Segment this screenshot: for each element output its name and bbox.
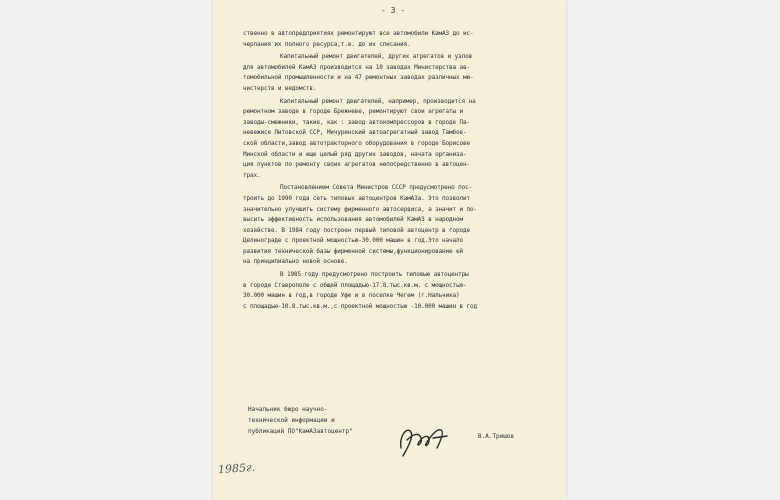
paragraph-1 [243,29,561,50]
handwritten-signature [393,418,451,460]
text-line: хозяйстве. В 1984 году построен первый типовой автоцентр в городе [243,226,471,234]
signature-block [248,404,353,437]
text-line: в городе Ставрополе с общей площадью-17.8.тыс.кв.м. с мощностью- [243,281,467,289]
text-line: ремонтном заводе в городе Брежневе, ремонтируют свои агрегаты и [243,108,464,116]
text-line: невежисе Литовской ССР, Мичуринский автоагрегатный завод Тамбов- [243,129,467,137]
text-line: черпания их полного ресурса,т.е. до их списания. [243,40,411,48]
signer-title-line: Начальник бюро научно- [248,406,328,413]
text-line: Минской области и еще целый ряд других заводов, начата организа- [243,150,467,158]
text-line: ция пунктов по ремонту своих агрегатов непосредственно в автоцен- [243,161,471,169]
handwritten-year-note: 1985г. [217,460,256,477]
text-line: высить эффективность использования автомобилей КамАЗ в народном [243,216,464,224]
text-line: ской области,завод автотракторного оборудования в городе Борисове [243,139,471,147]
text-line: В 1985 году предусмотрено построить типовые автоцентры [280,271,469,279]
document-page [213,0,566,500]
text-line: нистерств и ведомств. [243,84,317,92]
text-line: трах. [243,171,261,179]
text-line: томобильной промышленности и на 47 ремонтных заводах различных ми- [243,74,474,82]
text-line: Целинограде с проектной мощностью-30.000 машин в год.Это начало [243,237,464,245]
paragraph-2 [243,52,561,94]
document-body [243,29,561,314]
page-number: - 3 - [380,6,406,15]
signer-title-line: публикаций ПО"КамАЗавтоцентр" [248,428,353,435]
text-line: значительно улучшить систему фирменного автосервиса, а значит и по- [243,205,477,213]
text-line: ственно в автопредприятиях ремонтируют все автомобили КамАЗ до ис- [243,30,474,37]
paragraph-5 [243,270,561,312]
text-line: троить до 1990 года сеть типовых автоцентров КамАЗа. Это позволит [243,194,471,202]
text-line: Капитальный ремонт двигателей, других агрегатов и узлов [280,53,473,61]
text-line: заводы-смежники, такие, как : завод автокомпрессоров в городе Па- [243,118,471,126]
paragraph-3 [243,97,561,182]
paragraph-4 [243,183,561,268]
text-line: Капитальный ремонт двигателей, например, производится на [280,97,476,105]
signer-title-line: технической информации и [248,417,335,424]
text-line: на принципиально новой основе. [243,258,348,266]
text-line: развития технической базы фирменной системы,функционирование ей [243,247,464,255]
signer-name: В.А.Тришов [478,433,515,440]
text-line: Постановлением Совета Министров СССР предусмотрено пос- [280,184,473,192]
text-line: для автомобилей КамАЗ производится на 10 заводах Министерства ав- [243,63,471,71]
text-line: 30.000 машин в год,в городе Уфе и в поселке Чегем (г.Нальчика) [243,292,460,300]
text-line: с площадью-10.8.тыс.кв.м.,с проектной мощностью -10.000 машин в год [243,302,477,310]
